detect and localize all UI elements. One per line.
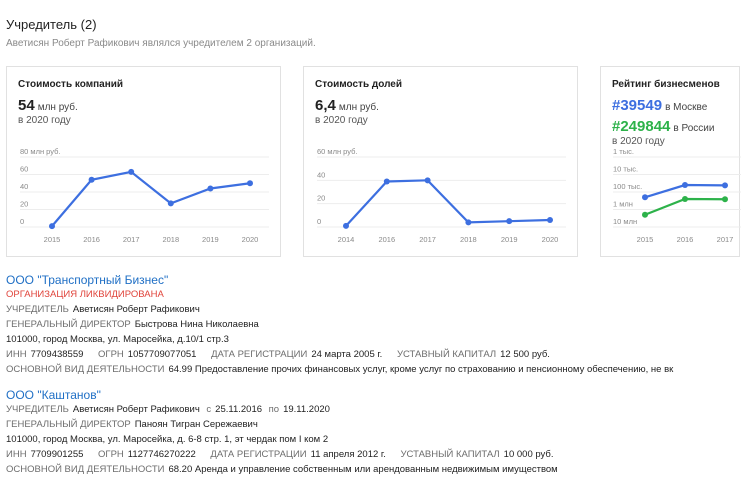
y-tick-label: 0 (20, 217, 25, 226)
page-title: Учредитель (2) (6, 17, 97, 32)
org-director-row (6, 317, 673, 332)
org-founder-row (6, 302, 673, 317)
y-tick-label: 10 млн (613, 217, 638, 226)
data-point (207, 186, 213, 192)
data-point (642, 194, 648, 200)
org-name-link[interactable]: ООО "Каштанов" (6, 388, 101, 402)
activity-label: ОСНОВНОЙ ВИД ДЕЯТЕЛЬНОСТИ (6, 364, 165, 375)
y-axis-label: 80 млн руб. (20, 147, 61, 156)
period-to-label: по (268, 404, 280, 415)
rank-russia-label: в России (673, 123, 715, 134)
x-tick-label: 2020 (541, 235, 559, 244)
y-tick-label: 100 тыс. (613, 182, 643, 191)
data-point (168, 200, 174, 206)
y-tick-label: 1 млн (613, 199, 633, 209)
org-details-row (6, 447, 558, 462)
founder-name[interactable]: Аветисян Роберт Рафикович (72, 304, 200, 315)
y-tick-label: 10 тыс. (613, 164, 639, 174)
capital-value: 12 500 руб. (500, 349, 550, 360)
director-label: ГЕНЕРАЛЬНЫЙ ДИРЕКТОР (6, 319, 131, 330)
x-tick-label: 2018 (162, 235, 180, 244)
y-tick-label: 60 (20, 164, 29, 174)
page-subtitle: Аветисян Роберт Рафикович являлся учредителем 2 организаций. (6, 38, 316, 49)
share-value-card[interactable] (303, 66, 578, 257)
org-status: ОРГАНИЗАЦИЯ ЛИКВИДИРОВАНА (6, 289, 164, 300)
data-point (128, 169, 134, 175)
data-point (722, 196, 728, 202)
org-details-row (6, 347, 673, 362)
ogrn-value: 1057709077051 (127, 349, 197, 360)
capital-value: 10 000 руб. (503, 449, 554, 460)
founder-label: УЧРЕДИТЕЛЬ (6, 304, 69, 315)
data-point (682, 196, 688, 202)
data-point (642, 212, 648, 218)
inn-value: 7709438559 (30, 349, 84, 360)
activity-value: 64.99 Предоставление прочих финансовых услуг, кроме услуг по страхованию и пенсионному обеспечению, не вк (168, 364, 674, 375)
data-point (343, 223, 349, 229)
inn-label: ИНН (6, 449, 27, 460)
x-tick-label: 2015 (636, 235, 654, 244)
card-year: в 2020 году (18, 115, 71, 126)
data-point (247, 180, 253, 186)
y-tick-label: 20 (317, 193, 326, 203)
reg-label: ДАТА РЕГИСТРАЦИИ (211, 349, 308, 360)
org-activity-row (6, 462, 558, 477)
x-tick-label: 2015 (43, 235, 61, 244)
y-tick-label: 40 (20, 182, 29, 191)
address-text: 101000, город Москва, ул. Маросейка, д. 6-8 стр. 1, эт чердак пом I ком 2 (6, 434, 329, 445)
reg-value: 11 апреля 2012 г. (310, 449, 386, 460)
ogrn-label: ОГРН (98, 349, 124, 360)
series-line (346, 180, 550, 225)
data-point (49, 223, 55, 229)
rank-moscow-label: в Москве (665, 102, 708, 113)
org-director-row (6, 417, 558, 432)
x-tick-label: 2018 (460, 235, 477, 244)
org-entry (6, 272, 673, 377)
data-point (89, 177, 95, 183)
period-from: 25.11.2016 (215, 404, 263, 415)
y-tick-label: 40 (317, 170, 326, 180)
x-tick-label: 2019 (500, 235, 518, 244)
x-tick-label: 2014 (337, 235, 355, 244)
reg-label: ДАТА РЕГИСТРАЦИИ (210, 449, 307, 460)
y-tick-label: 0 (317, 217, 322, 226)
inn-value: 7709901255 (30, 449, 84, 460)
share-value-chart (304, 67, 579, 258)
capital-label: УСТАВНЫЙ КАПИТАЛ (396, 349, 497, 360)
company-value-chart (7, 67, 282, 258)
activity-label: ОСНОВНОЙ ВИД ДЕЯТЕЛЬНОСТИ (6, 464, 165, 475)
founder-name[interactable]: Аветисян Роберт Рафикович (72, 404, 200, 415)
series-line (52, 172, 250, 226)
card-title: Стоимость долей (315, 79, 403, 90)
x-tick-label: 2016 (83, 235, 100, 244)
org-address (6, 332, 673, 347)
value-number: 54 (18, 97, 35, 114)
data-point (547, 217, 553, 223)
card-title: Рейтинг бизнесменов (612, 79, 720, 90)
director-label: ГЕНЕРАЛЬНЫЙ ДИРЕКТОР (6, 419, 131, 430)
data-point (384, 179, 390, 185)
period-to: 19.11.2020 (283, 404, 330, 415)
director-name[interactable]: Паноян Тигран Сережаевич (134, 419, 258, 430)
data-point (465, 219, 471, 225)
businessman-rating-card[interactable] (600, 66, 740, 257)
x-tick-label: 2017 (419, 235, 436, 244)
value-unit: млн руб. (37, 102, 78, 113)
card-title: Стоимость компаний (18, 79, 124, 90)
org-founder-row (6, 402, 558, 417)
x-tick-label: 2016 (378, 235, 396, 244)
activity-value: 68.20 Аренда и управление собственным или арендованным недвижимым имуществом (168, 464, 558, 475)
founder-label: УЧРЕДИТЕЛЬ (6, 404, 69, 415)
org-name-link[interactable]: ООО "Транспортный Бизнес" (6, 273, 169, 287)
reg-value: 24 марта 2005 г. (311, 349, 383, 360)
address-text: 101000, город Москва, ул. Маросейка, д.10/1 стр.3 (6, 334, 229, 345)
value-number: 6,4 (315, 97, 336, 114)
x-tick-label: 2020 (241, 235, 259, 244)
ogrn-value: 1127746270222 (127, 449, 196, 460)
rating-chart (601, 67, 741, 258)
org-activity-row (6, 362, 673, 377)
ogrn-label: ОГРН (98, 449, 124, 460)
rank-russia-number: #249844 (612, 118, 671, 135)
y-tick-label: 20 (20, 199, 29, 209)
x-tick-label: 2019 (202, 235, 219, 244)
y-tick-label: 1 тыс. (613, 147, 634, 156)
data-point (506, 218, 512, 224)
inn-label: ИНН (6, 349, 27, 360)
org-address (6, 432, 558, 447)
card-year: в 2020 году (315, 115, 368, 126)
x-tick-label: 2016 (676, 235, 694, 244)
rank-moscow-number: #39549 (612, 97, 663, 114)
period-from-label: с (206, 404, 212, 415)
company-value-card[interactable] (6, 66, 281, 257)
org-entry (6, 387, 558, 477)
value-unit: млн руб. (338, 102, 379, 113)
card-year: в 2020 году (612, 136, 665, 147)
data-point (722, 182, 728, 188)
data-point (425, 177, 431, 183)
x-tick-label: 2017 (716, 235, 734, 244)
y-axis-label: 60 млн руб. (317, 147, 358, 156)
director-name[interactable]: Быстрова Нина Николаевна (134, 319, 259, 330)
capital-label: УСТАВНЫЙ КАПИТАЛ (400, 449, 500, 460)
x-tick-label: 2017 (122, 235, 140, 244)
data-point (682, 182, 688, 188)
